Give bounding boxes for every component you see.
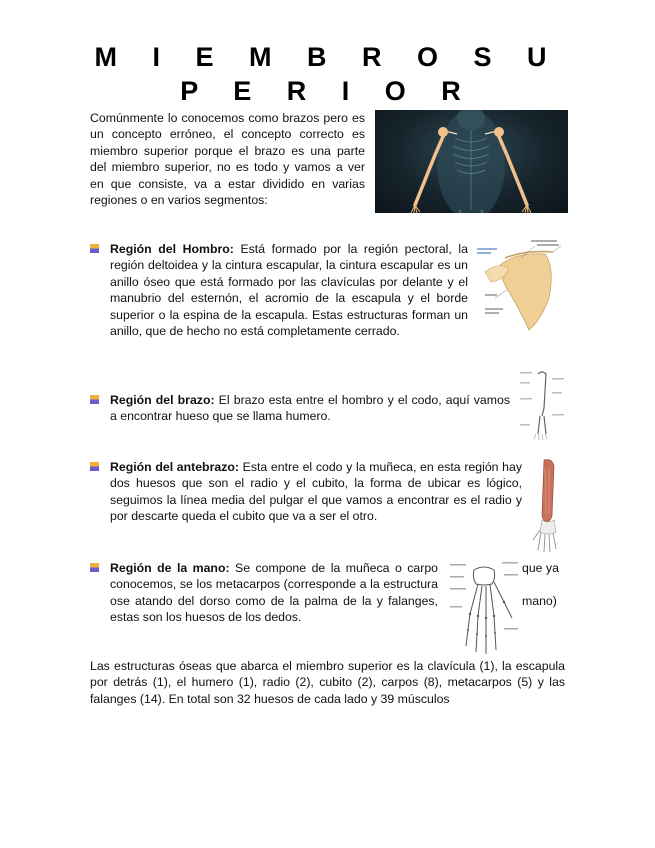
scapula-image — [475, 238, 567, 333]
section-antebrazo — [110, 459, 522, 525]
section-mano-fragment: que ya — [522, 561, 559, 575]
closing-paragraph: Las estructuras óseas que abarca el miembro superior es la clavícula (1), la escapula por detrás (1), el humero (1), radio (2), cubito (2), carpos (8), metacarpos (5) y las falanges (14). En total son 32 huesos de cada lado y 39 músculos — [90, 659, 565, 706]
forearm-image — [530, 458, 566, 554]
bullet-icon — [90, 563, 99, 572]
section-heading: Región del antebrazo: — [110, 460, 239, 474]
humerus-image — [518, 368, 566, 440]
page-title: M I E M B R O S U P E R I O R — [94, 42, 561, 106]
section-mano-fragment: mano) — [522, 594, 557, 608]
section-text: Se compone de la muñeca o carpo conocemos, se los metacarpos (corresponde a la estructura ose atando del dorso como de la palma de la y falanges, estas son los huesos de los dedos. — [110, 561, 439, 625]
section-mano — [110, 560, 438, 626]
section-heading: Región de la mano: — [110, 561, 230, 575]
section-heading: Región del brazo: — [110, 393, 215, 407]
bullet-icon — [90, 244, 99, 253]
section-hombro — [110, 241, 468, 339]
intro-paragraph: Comúnmente lo conocemos como brazos pero es un concepto erróneo, el concepto correcto es miembro superior porque el brazo es una parte del miembro superior, no es todo y vamos a ver en que consiste, va a estar dividido en varias regiones o en varios segmentos: — [90, 111, 365, 208]
section-heading: Región del Hombro: — [110, 242, 234, 256]
section-text: El brazo esta entre el hombro y el codo, aquí vamos a encontrar hueso que se llama humero. — [110, 393, 510, 424]
section-brazo — [110, 392, 510, 425]
section-text: Está formado por la región pectoral, la región deltoidea y la cintura escapular, la cintura escapular es un anillo óseo que está formado por las clavículas por delante y el manubrio del esternón, el acromio de la escapula y el borde superior o la espina de la escapula. Estas estructuras forman un anillo, que de hecho no está completamente cerrado. — [110, 242, 468, 339]
bullet-icon — [90, 395, 99, 404]
hand-bones-image — [448, 556, 520, 656]
bullet-icon — [90, 462, 99, 471]
skeleton-xray-image — [375, 110, 568, 213]
section-text: Esta entre el codo y la muñeca, en esta región hay dos huesos que son el radio y el cubito, la forma de ubicar es lógico, seguimos la línea media del pulgar el que vamos a encontrar es el radio y por descarte queda el cubito que va a ser el otro. — [110, 460, 522, 524]
